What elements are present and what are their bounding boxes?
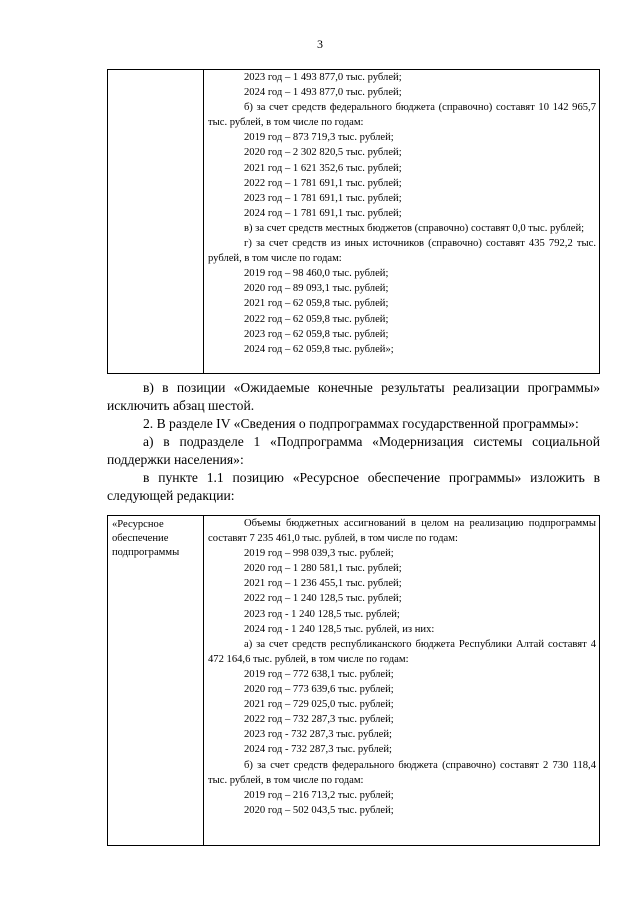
label-cell: «Ресурсное обеспечение подпрограммы [108, 516, 204, 846]
paragraph-item-v: в) в позиции «Ожидаемые конечные результаты реализации программы» исключить абзац шестой. [107, 380, 600, 413]
content-cell [204, 516, 600, 846]
year-amount-line: 2022 год – 62 059,8 тыс. рублей; [244, 313, 389, 325]
year-amount-line: 2019 год – 998 039,3 тыс. рублей; [244, 548, 394, 560]
year-amount-line: 2020 год – 502 043,5 тыс. рублей; [244, 804, 394, 816]
year-amount-line: 2023 год – 1 781 691,1 тыс. рублей; [244, 192, 402, 204]
year-amount-line: 2022 год – 732 287,3 тыс. рублей; [244, 714, 394, 726]
year-amount-line: 2019 год – 216 713,2 тыс. рублей; [244, 789, 394, 801]
year-amount-line: 2024 год – 1 493 877,0 тыс. рублей; [244, 87, 402, 99]
content-cell [204, 70, 600, 374]
year-amount-line: 2023 год – 1 493 877,0 тыс. рублей; [244, 72, 402, 83]
year-amount-line: 2024 год – 1 781 691,1 тыс. рублей; [244, 207, 402, 219]
year-amount-line: 2020 год – 773 639,6 тыс. рублей; [244, 684, 394, 696]
paragraph-section-2: 2. В разделе IV «Сведения о подпрограммах государственной программы»: [143, 416, 579, 431]
paragraph-point-1-1: в пункте 1.1 позицию «Ресурсное обеспечение программы» изложить в следующей редакции: [107, 470, 600, 503]
paragraph-item-a: а) в подразделе 1 «Подпрограмма «Модернизация системы социальной поддержки населения»: [107, 434, 600, 467]
table-row [108, 70, 600, 374]
year-amount-line: 2019 год – 772 638,1 тыс. рублей; [244, 668, 394, 680]
funding-paragraph: б) за счет средств федерального бюджета (справочно) составят 10 142 965,7 тыс. рублей, в том числе по годам: [208, 102, 596, 129]
year-amount-line: 2024 год – 62 059,8 тыс. рублей»; [244, 343, 394, 355]
year-amount-line: 2020 год – 89 093,1 тыс. рублей; [244, 283, 389, 295]
year-amount-line: 2024 год - 1 240 128,5 тыс. рублей, из них: [244, 623, 435, 635]
year-amount-line: 2019 год – 98 460,0 тыс. рублей; [244, 268, 389, 280]
page-number: 3 [317, 37, 323, 51]
resource-table-subprogram [107, 515, 600, 846]
funding-paragraph: а) за счет средств республиканского бюджета Республики Алтай составят 4 472 164,6 тыс. рублей, в том числе по годам: [208, 638, 596, 665]
year-amount-line: 2022 год – 1 240 128,5 тыс. рублей; [244, 593, 402, 605]
label-cell [108, 70, 204, 374]
resource-table-continuation [107, 69, 600, 374]
year-amount-line: 2023 год - 732 287,3 тыс. рублей; [244, 729, 392, 741]
funding-paragraph: б) за счет средств федерального бюджета (справочно) составят 2 730 118,4 тыс. рублей, в том числе по годам: [208, 759, 596, 786]
table-row [108, 516, 600, 846]
funding-paragraph: г) за счет средств из иных источников (справочно) составят 435 792,2 тыс. рублей, в том числе по годам: [208, 238, 596, 265]
year-amount-line: 2019 год – 873 719,3 тыс. рублей; [244, 132, 394, 144]
year-amount-line: 2020 год – 1 280 581,1 тыс. рублей; [244, 563, 402, 575]
year-amount-line: 2021 год – 1 621 352,6 тыс. рублей; [244, 162, 402, 174]
year-amount-line: 2021 год – 62 059,8 тыс. рублей; [244, 298, 389, 310]
year-amount-line: 2021 год – 729 025,0 тыс. рублей; [244, 699, 394, 711]
funding-paragraph: в) за счет средств местных бюджетов (справочно) составят 0,0 тыс. рублей; [244, 222, 585, 234]
year-amount-line: 2023 год - 1 240 128,5 тыс. рублей; [244, 608, 400, 620]
year-amount-line: 2021 год – 1 236 455,1 тыс. рублей; [244, 578, 402, 590]
year-amount-line: 2020 год – 2 302 820,5 тыс. рублей; [244, 147, 402, 159]
year-amount-line: 2022 год – 1 781 691,1 тыс. рублей; [244, 177, 402, 189]
funding-paragraph: Объемы бюджетных ассигнований в целом на реализацию подпрограммы составят 7 235 461,0 тыс. рублей, в том числе по годам: [208, 518, 596, 545]
year-amount-line: 2023 год – 62 059,8 тыс. рублей; [244, 328, 389, 340]
year-amount-line: 2024 год - 732 287,3 тыс. рублей; [244, 744, 392, 756]
amendment-text [107, 379, 600, 505]
